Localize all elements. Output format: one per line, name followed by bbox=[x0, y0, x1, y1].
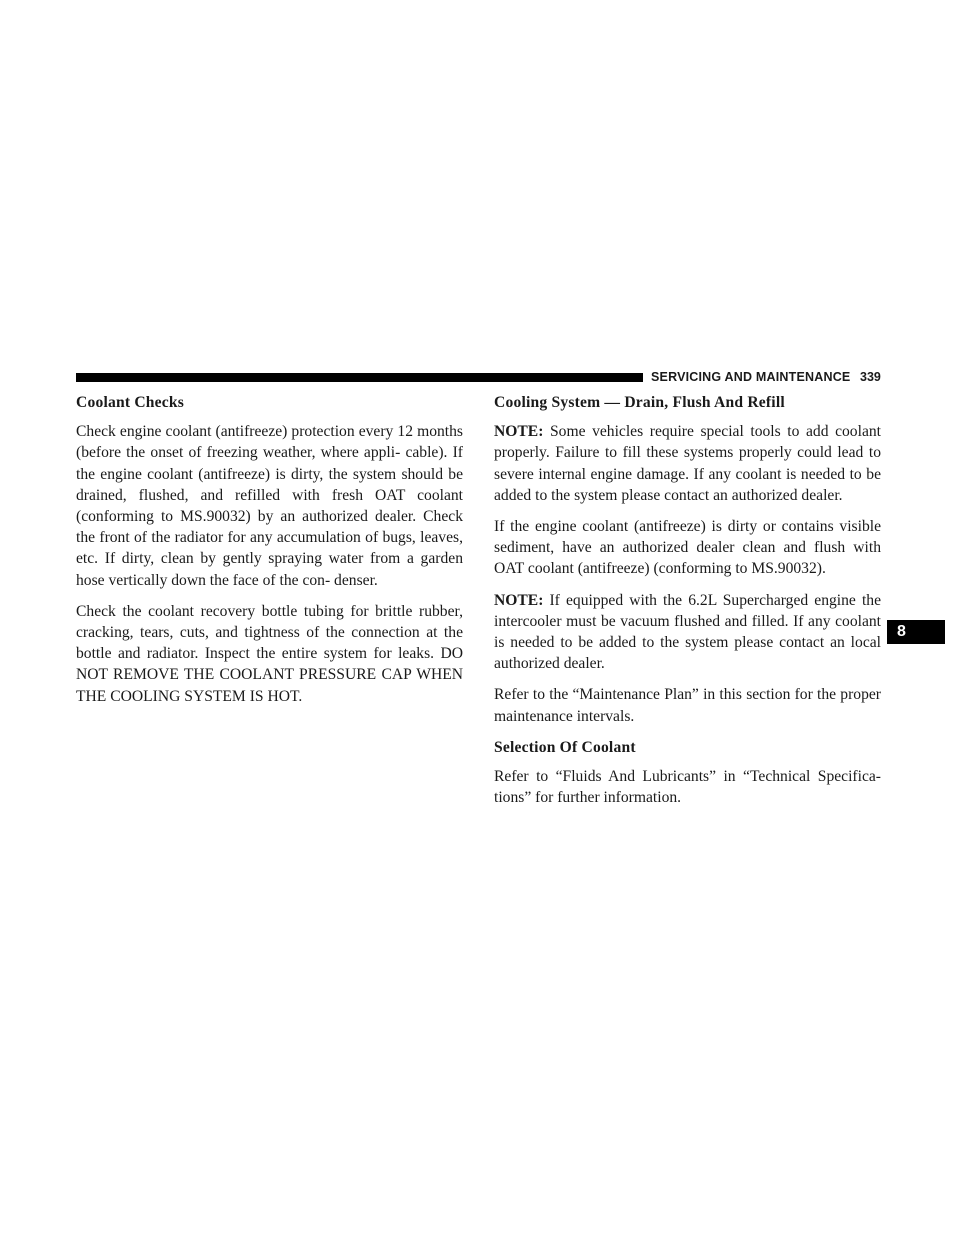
left-column bbox=[76, 392, 463, 717]
paragraph-coolant-protection: Check engine coolant (antifreeze) protection every 12 months (before the onset of freezing weather, where appli- cable). If the engine coolant (antifreeze) is dirty, the system should be drained, flushed, and refilled with fresh OAT coolant (conforming to MS.90032) by an authorized dealer. Check the front of the radiator for any accumulation of bugs, leaves, etc. If dirty, clean by gently spraying water from a garden hose vertically down the face of the con- denser. bbox=[76, 423, 463, 589]
note-label: NOTE: bbox=[494, 591, 544, 609]
paragraph-fluids-lubricants: Refer to “Fluids And Lubricants” in “Technical Specifica- tions” for further information. bbox=[494, 768, 881, 807]
paragraph-maintenance-plan: Refer to the “Maintenance Plan” in this section for the proper maintenance intervals. bbox=[494, 686, 881, 725]
paragraph-dirty-coolant: If the engine coolant (antifreeze) is dirty or contains visible sediment, have an authorized dealer clean and flush with OAT coolant (antifreeze) (conforming to MS.90032). bbox=[494, 518, 881, 578]
heading-coolant-checks: Coolant Checks bbox=[76, 394, 185, 411]
section-header-title: SERVICING AND MAINTENANCE bbox=[651, 370, 851, 384]
paragraph-recovery-bottle: Check the coolant recovery bottle tubing for brittle rubber, cracking, tears, cuts, and tightness of the connection at the bottle and radiator. Inspect the entire system for leaks. DO NOT REMOVE THE COOLANT PRESSURE CAP WHEN THE COOLING SYSTEM IS HOT. bbox=[76, 602, 463, 705]
note-text: If equipped with the 6.2L Supercharged engine the intercooler must be vacuum flushed and filled. If any coolant is needed to be added to the system please contact an local authorized dealer. bbox=[494, 591, 881, 673]
right-column bbox=[494, 392, 881, 818]
note-text: Some vehicles require special tools to add coolant properly. Failure to fill these systems properly could lead to severe internal engine damage. If any coolant is needed to be added to the system please contact an authorized dealer. bbox=[494, 423, 881, 504]
page-number: 339 bbox=[860, 370, 881, 384]
chapter-tab: 8 bbox=[887, 620, 945, 644]
note-special-tools bbox=[494, 421, 881, 506]
note-supercharged bbox=[494, 590, 881, 675]
heading-selection-of-coolant: Selection Of Coolant bbox=[494, 738, 636, 756]
header-rule bbox=[76, 373, 643, 382]
note-label: NOTE: bbox=[494, 423, 544, 441]
heading-drain-flush-refill: Cooling System — Drain, Flush And Refill bbox=[494, 394, 785, 411]
